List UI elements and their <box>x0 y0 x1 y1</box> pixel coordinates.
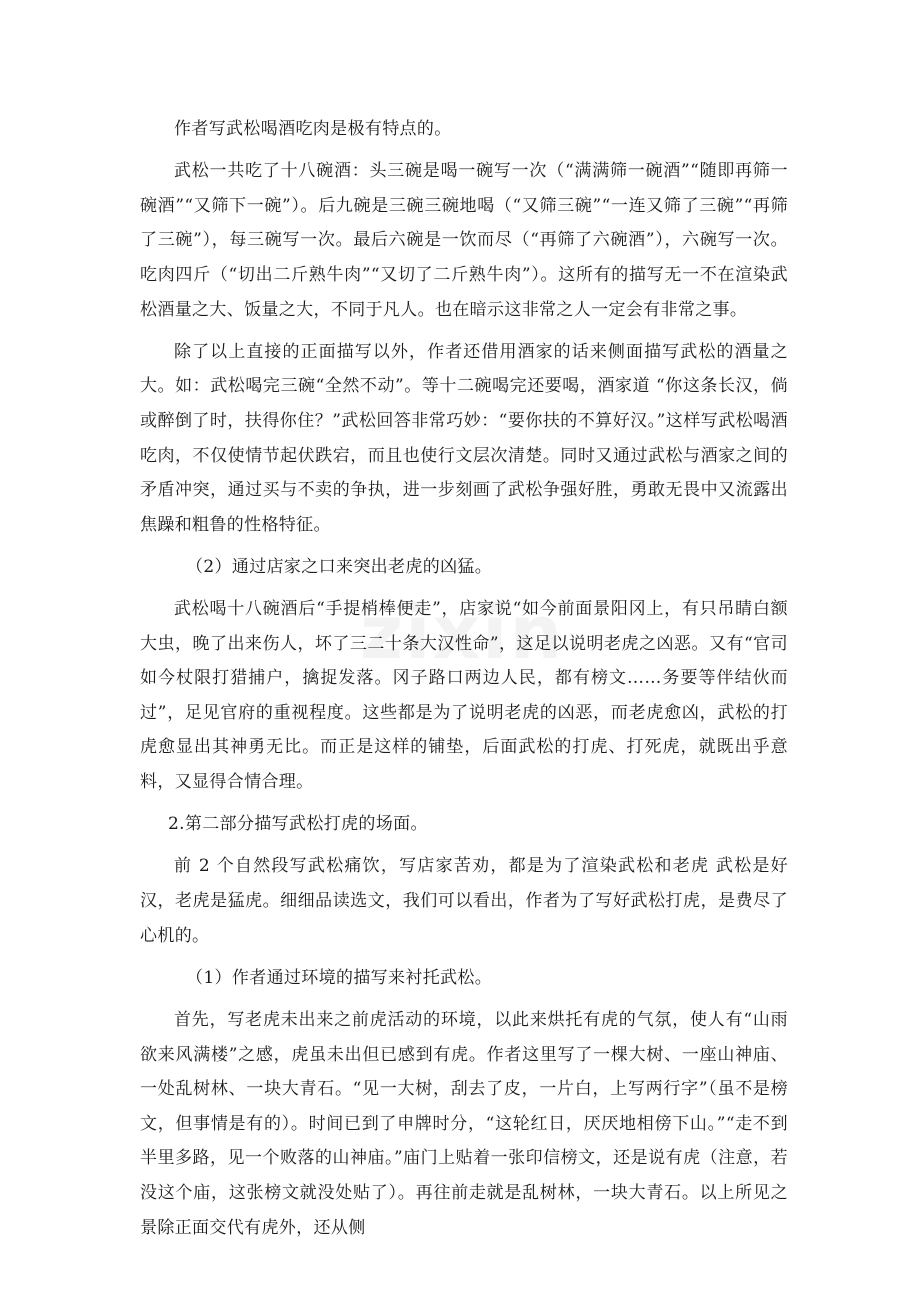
paragraph-part-two-intro: 前 2 个自然段写武松痛饮，写店家苦劝，都是为了渲染武松和老虎 武松是好汉，老虎是猛虎。细细品读选文，我们可以看出，作者为了写好武松打虎，是费尽了心机的。 <box>140 856 788 946</box>
subheading-environment: （1）作者通过环境的描写来衬托武松。 <box>186 967 493 988</box>
paragraph-intro: 作者写武松喝酒吃肉是极有特点的。 <box>174 119 452 139</box>
paragraph-tiger-ferocity: 武松喝十八碗酒后“手提梢棒便走”，店家说“如今前面景阳冈上，有只吊睛白额大虫，晚了出来伤人，坏了三二十条大汉性命”，这足以说明老虎之凶恶。又有“官司如今杖限打猎捕户，擒捉发落。冈子路口两边人民，都有榜文……务要等伴结伙而过”，足见官府的重视程度。这些都是为了说明老虎的凶恶，而老虎愈凶，武松的打虎愈显出其神勇无比。而正是这样的铺垫，后面武松的打虎、打死虎，就既出乎意料，又显得合情合理。 <box>140 599 788 793</box>
section-heading-part-two: 2.第二部分描写武松打虎的场面。 <box>168 814 428 835</box>
subheading-shopkeeper: （2）通过店家之口来突出老虎的凶猛。 <box>186 556 493 577</box>
paragraph-drinking: 武松一共吃了十八碗酒：头三碗是喝一碗写一次（“满满筛一碗酒”“随即再筛一碗酒”“又筛下一碗”）。后九碗是三碗三碗地喝（“又筛三碗”“一连又筛了三碗”“再筛了三碗”），每三碗写一次。最后六碗是一饮而尽（“再筛了六碗酒”），六碗写一次。吃肉四斤（“切出二斤熟牛肉”“又切了二斤熟牛肉”）。这所有的描写无一不在渲染武松酒量之大、饭量之大，不同于凡人。也在暗示这非常之人一定会有非常之事。 <box>140 161 788 320</box>
document-body <box>140 112 788 1253</box>
paragraph-environment: 首先，写老虎未出来之前虎活动的环境，以此来烘托有虎的气氛，使人有“山雨欲来风满楼”之感，虎虽未出但已感到有虎。作者这里写了一棵大树、一座山神庙、一处乱树林、一块大青石。“见一大树，刮去了皮，一片白，上写两行字”（虽不是榜文，但事情是有的）。时间已到了申牌时分，“这轮红日，厌厌地相傍下山。”“走不到半里多路，见一个败落的山神庙。”庙门上贴着一张印信榜文，还是说有虎（注意，若没这个庙，这张榜文就没处贴了）。再往前走就是乱树林，一块大青石。以上所见之景除正面交代有虎外，还从侧 <box>140 1010 788 1238</box>
paragraph-side-description: 除了以上直接的正面描写以外，作者还借用酒家的话来侧面描写武松的酒量之大。如：武松喝完三碗“全然不动”。等十二碗喝完还要喝，酒家道 “你这条长汉，倘或醉倒了时，扶得你住？”武松回答非常巧妙：“要你扶的不算好汉。”这样写武松喝酒吃肉，不仅使情节起伏跌宕，而且也使行文层次清楚。同时又通过武松与酒家之间的矛盾冲突，通过买与不卖的争执，进一步刻画了武松争强好胜，勇敢无畏中又流露出焦躁和粗鲁的性格特征。 <box>140 341 788 535</box>
